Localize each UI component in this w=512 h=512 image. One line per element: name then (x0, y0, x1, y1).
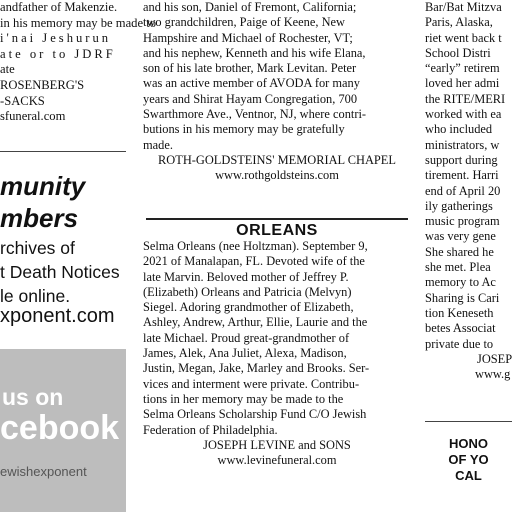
obit-line: and his nephew, Kenneth and his wife Elana, (143, 45, 366, 60)
obit-line: loved her admi (425, 76, 500, 91)
obit-line: 2021 of Manalapan, FL. Devoted wife of the (143, 254, 365, 269)
facebook-wordmark: cebook (0, 409, 120, 447)
obit-line: music program (425, 214, 500, 229)
obit-line: Siegel. Adoring grandmother of Elizabeth, (143, 300, 354, 315)
obit-line: (Elizabeth) Orleans and Patricia (Melvyn) (143, 284, 352, 299)
obit-line: two grandchildren, Paige of Keene, New (143, 15, 345, 30)
obit-line: in his memory may be made to (0, 15, 156, 30)
facebook-promo[interactable] (0, 349, 126, 512)
orleans-obituary-text (143, 239, 411, 468)
community-site-link[interactable]: xponent.com (0, 305, 115, 327)
obit-line: School Distri (425, 45, 491, 60)
facebook-handle: ewishexponent (0, 464, 87, 479)
obit-line: She shared he (425, 244, 494, 259)
left-obituary-fragment (0, 0, 156, 125)
obit-line: Hampshire and Michael of Rochester, VT; (143, 30, 353, 45)
obit-line: was an active member of AVODA for many (143, 76, 360, 91)
obit-line: private due to (425, 336, 494, 351)
obit-line: support during (425, 152, 498, 167)
honor-notice-heading: HONO OF YO CAL (448, 436, 489, 483)
obit-line: who included (425, 122, 493, 137)
obit-line: tirement. Harri (425, 168, 499, 183)
obit-line: JOSEP (477, 351, 512, 366)
section-divider (146, 218, 408, 220)
obit-line: memory to Ac (425, 275, 496, 290)
obit-line: she met. Plea (425, 260, 491, 275)
obituary-heading: ORLEANS (236, 222, 318, 239)
obit-line: i'nai Jeshurun (0, 31, 112, 46)
community-members-title: munity mbers (0, 171, 86, 233)
obit-line: ate (0, 62, 15, 77)
obit-line: vices and interment were private. Contribu- (143, 376, 360, 391)
obit-line: years and Shirat Hayam Congregation, 700 (143, 91, 358, 106)
levitan-obituary-text (143, 0, 411, 184)
obit-line: riet went back t (425, 30, 502, 45)
obit-line: Selma Orleans Scholarship Fund C/O Jewish (143, 407, 367, 422)
obit-line: ily gatherings (425, 198, 493, 213)
obit-line: Justin, Megan, Jake, Marley and Brooks. Ser- (143, 361, 370, 376)
obit-line: “early” retirem (425, 61, 500, 76)
obit-line: the RITE/MERI (425, 91, 506, 106)
left-column (0, 0, 156, 512)
obit-line: late Marvin. Beloved mother of Jeffrey P. (143, 269, 349, 284)
obit-line: Paris, Alaska, (425, 15, 493, 30)
obit-line: end of April 20 (425, 183, 501, 198)
obit-line: worked with ea (425, 107, 502, 122)
facebook-us-on: us on (2, 384, 64, 410)
obit-line: Sharing is Cari (425, 290, 500, 305)
obit-line: ROSENBERG'S (0, 77, 85, 92)
obit-line: -SACKS (0, 93, 45, 108)
obit-line: sfuneral.com (0, 109, 66, 124)
obit-line: Federation of Philadelphia. (143, 422, 278, 437)
obit-line: Ashley, Andrew, Arthur, Ellie, Laurie and the (143, 315, 368, 330)
obit-line: betes Associat (425, 321, 496, 336)
obit-line: butions in his memory may be gratefully (143, 122, 345, 137)
obit-line: made. (143, 137, 173, 152)
section-divider (425, 421, 512, 422)
obit-line: was very gene (425, 229, 496, 244)
obit-line: Bar/Bat Mitzva (425, 0, 502, 14)
chapel-name: ROTH-GOLDSTEINS' MEMORIAL CHAPEL (158, 152, 396, 167)
obit-line: son of his late brother, Mark Levitan. Peter (143, 61, 357, 76)
section-divider (0, 151, 126, 152)
obit-line: www.g (475, 367, 511, 382)
funeral-home-name: JOSEPH LEVINE and SONS (203, 437, 351, 452)
obit-line: Swarthmore Ave., Ventnor, NJ, where contri- (143, 107, 367, 122)
obit-line: tions in her memory may be made to the (143, 391, 344, 406)
middle-column (143, 0, 411, 512)
obit-line: James, Alek, Ana Juliet, Alexa, Madison, (143, 346, 347, 361)
obit-line: ministrators, w (425, 137, 500, 152)
right-column (425, 0, 512, 512)
obit-line: andfather of Makenzie. (0, 0, 118, 14)
community-members-body: rchives of t Death Notices le online. (0, 238, 120, 306)
obit-line: and his son, Daniel of Fremont, California; (143, 0, 357, 14)
obit-line: tion Keneseth (425, 305, 494, 320)
obit-line: late Michael. Proud great-grandmother of (143, 330, 350, 345)
funeral-home-website[interactable]: www.levinefuneral.com (217, 453, 337, 468)
right-obituary-fragment (425, 0, 512, 382)
obit-line: ate or to JDRF (0, 46, 116, 61)
chapel-website[interactable]: www.rothgoldsteins.com (215, 168, 339, 183)
obit-line: Selma Orleans (nee Holtzman). September 9, (143, 239, 368, 253)
